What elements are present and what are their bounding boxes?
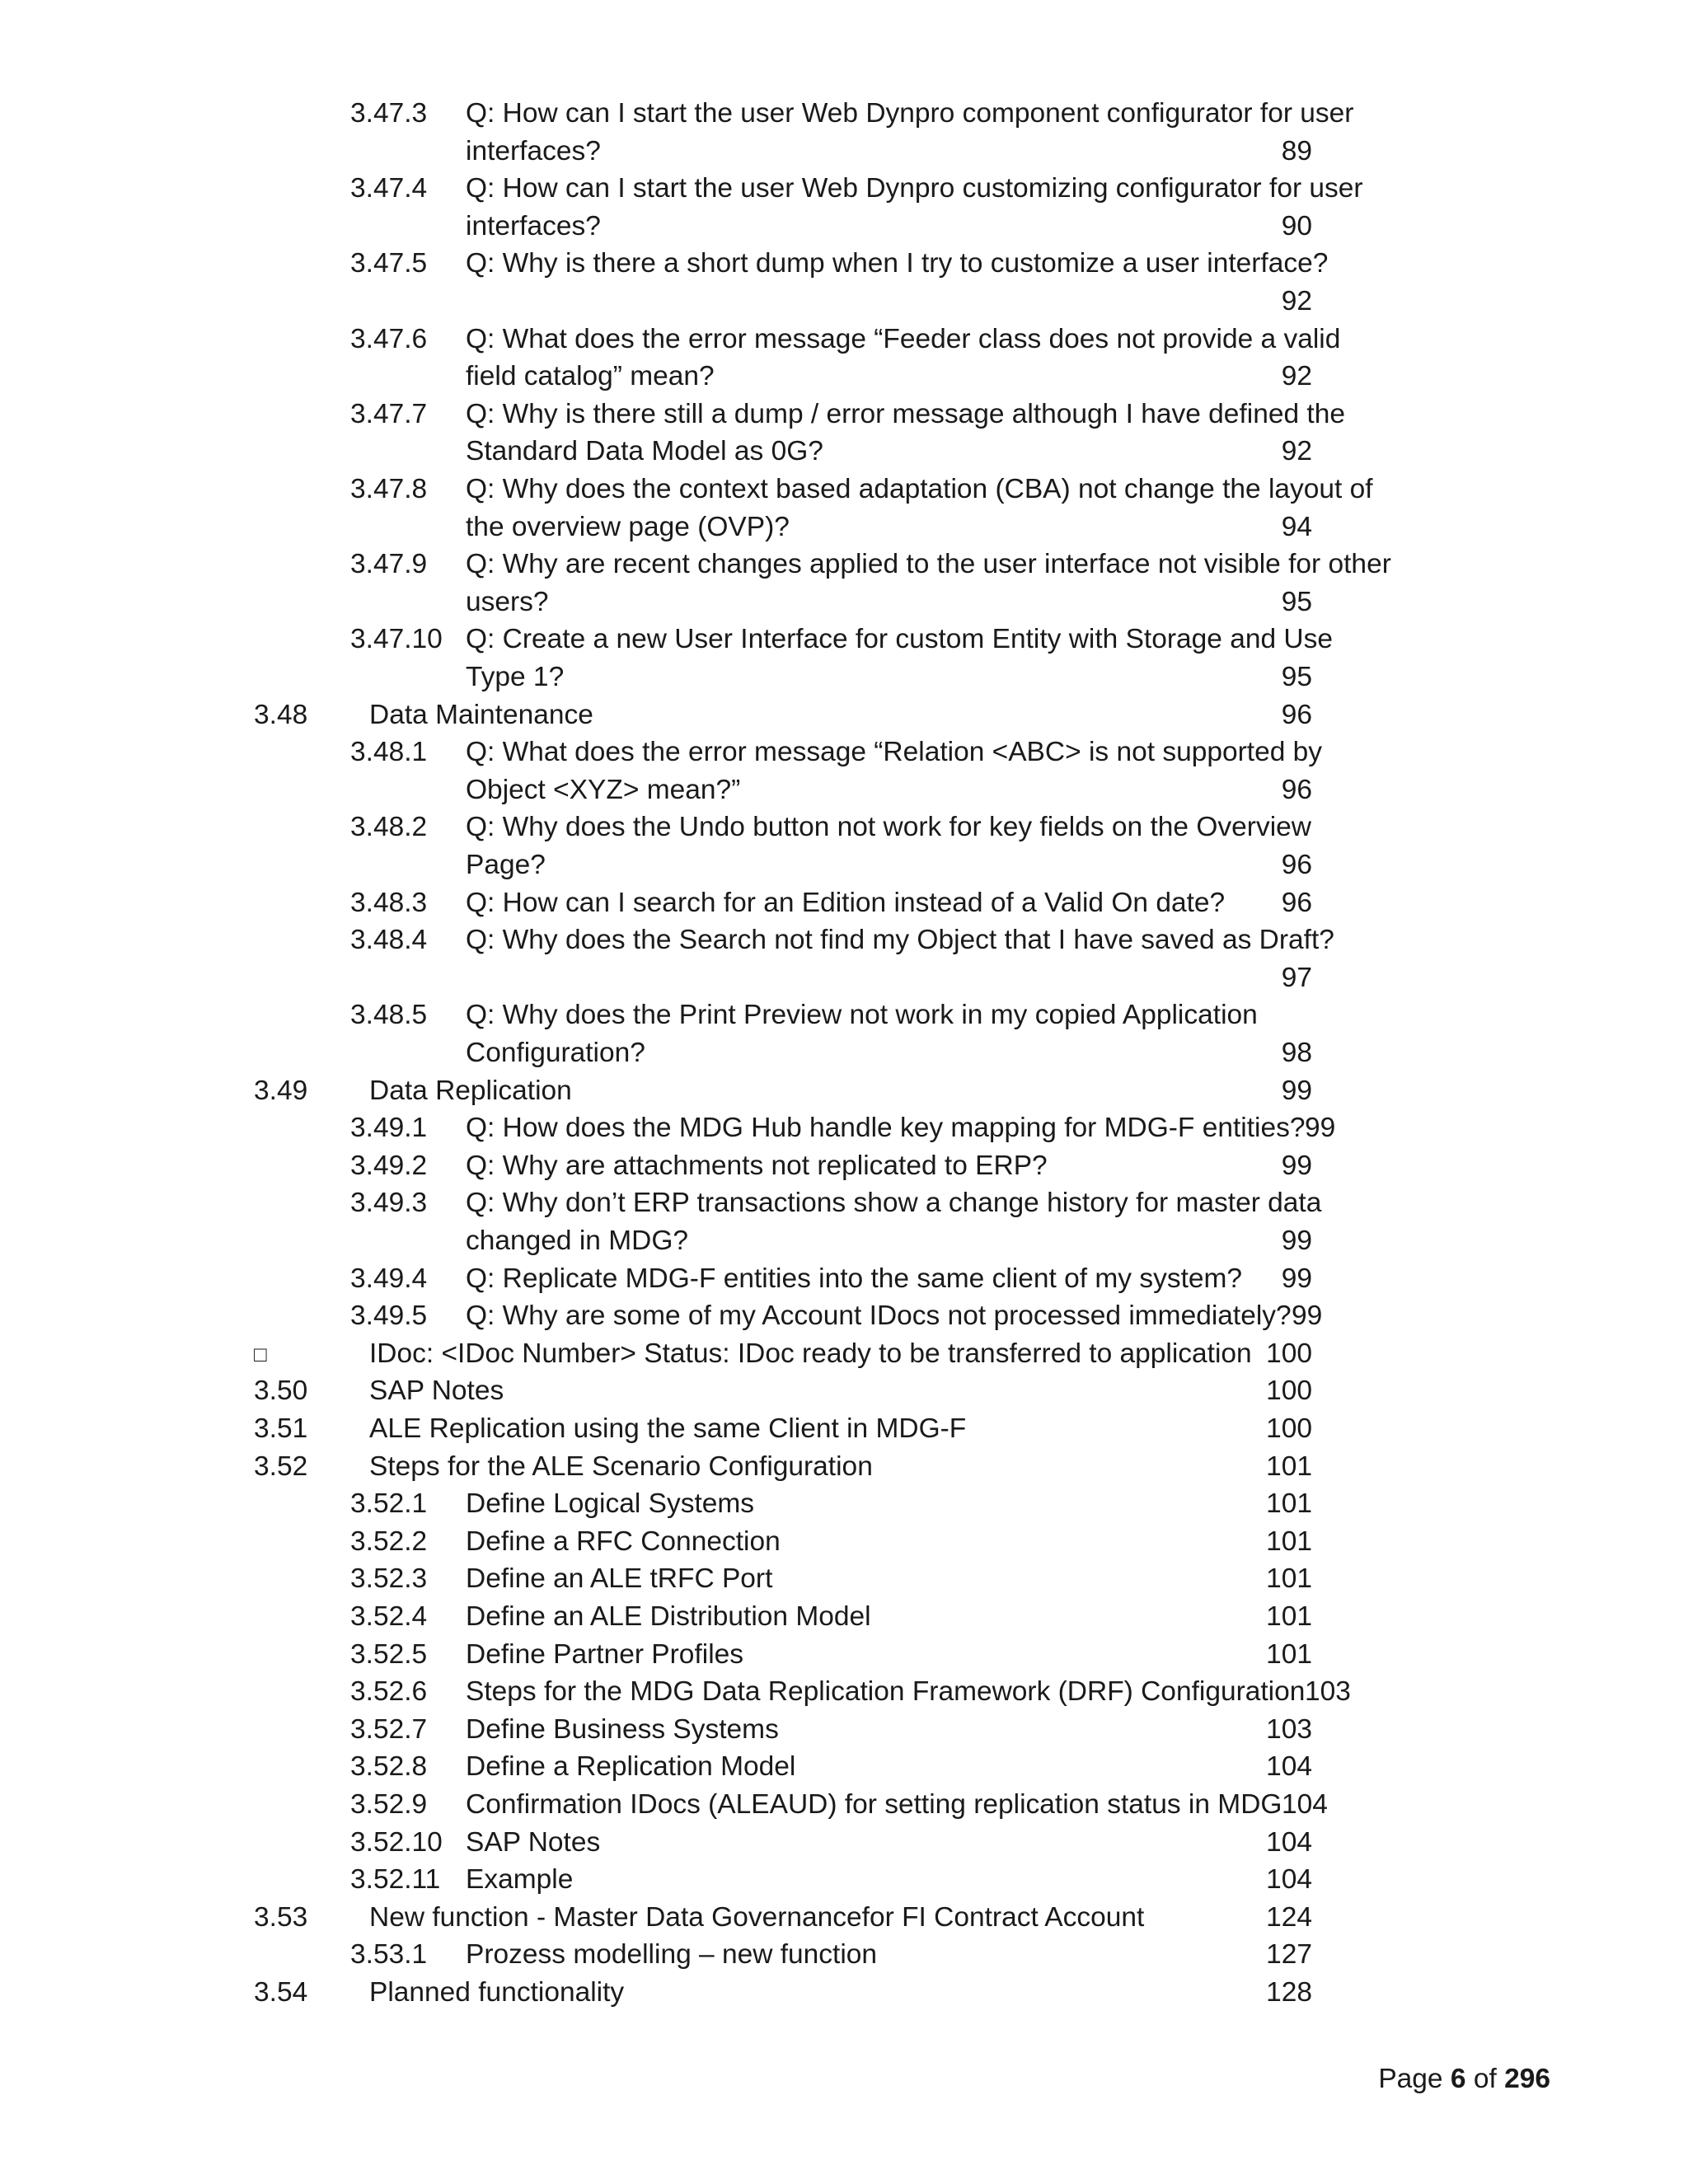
toc-entry-number: 3.47.10 <box>350 624 443 655</box>
toc-entry-title[interactable]: Type 1? <box>466 662 565 692</box>
toc-entry-number: 3.52.10 <box>350 1826 443 1858</box>
footer-of: of <box>1473 2064 1497 2094</box>
toc-entry-title[interactable]: Define an ALE Distribution Model <box>466 1601 871 1632</box>
toc-entry-number: 3.52.8 <box>350 1751 428 1783</box>
toc-entry-number: 3.48.4 <box>350 925 428 956</box>
toc-entry-title[interactable]: Planned functionality <box>369 1977 625 2008</box>
toc-entry-page[interactable]: 96 <box>1281 774 1312 805</box>
toc-entry-page[interactable]: 99 <box>1281 1263 1312 1294</box>
toc-entry-page[interactable]: 101 <box>1266 1601 1312 1632</box>
toc-entry-number: 3.50 <box>254 1376 308 1407</box>
toc-entry-title[interactable]: Data Replication <box>369 1075 572 1106</box>
toc-entry-title[interactable]: Q: Why does the Print Preview not work in my copied Application <box>466 1000 1258 1031</box>
toc-entry-number: 3.49.4 <box>350 1263 428 1294</box>
toc-entry-number: 3.47.9 <box>350 549 428 580</box>
toc-entry-page[interactable]: 124 <box>1266 1901 1312 1933</box>
toc-entry-page[interactable]: 92 <box>1281 361 1312 392</box>
toc-entry-title[interactable]: Define Partner Profiles <box>466 1638 744 1670</box>
toc-entry-page[interactable]: 101 <box>1266 1488 1312 1520</box>
toc-entry-title[interactable]: Data Maintenance <box>369 699 593 730</box>
toc-entry-page[interactable]: 90 <box>1281 210 1312 241</box>
toc-entry-title[interactable]: Confirmation IDocs (ALEAUD) for setting replication status in MDG <box>466 1789 1282 1820</box>
toc-entry-number: 3.52.3 <box>350 1563 428 1595</box>
toc-entry-page[interactable]: 99 <box>1281 1150 1312 1181</box>
toc-entry-page[interactable]: 104 <box>1282 1789 1328 1820</box>
toc-entry-title[interactable]: Configuration? <box>466 1038 645 1068</box>
toc-entry-title[interactable]: Define Logical Systems <box>466 1488 755 1520</box>
toc-entry-title[interactable]: changed in MDG? <box>466 1226 689 1256</box>
footer-total-pages: 296 <box>1504 2064 1550 2094</box>
toc-entry-number: 3.52.9 <box>350 1789 428 1820</box>
toc-entry-page[interactable]: 104 <box>1266 1826 1312 1858</box>
toc-entry-page[interactable]: 101 <box>1266 1526 1312 1557</box>
toc-entry-title[interactable]: Q: How can I start the user Web Dynpro component configurator for user <box>466 98 1354 129</box>
toc-entry-page[interactable]: 99 <box>1292 1301 1323 1332</box>
toc-entry-title[interactable]: field catalog” mean? <box>466 361 715 392</box>
toc-entry-number: 3.47.4 <box>350 173 428 204</box>
toc-entry-page[interactable]: 97 <box>1281 962 1312 993</box>
toc-entry-page[interactable]: 101 <box>1266 1451 1312 1482</box>
toc-entry-number: 3.49.3 <box>350 1188 428 1219</box>
toc-entry-number: 3.51 <box>254 1413 308 1444</box>
toc-entry-title[interactable]: ALE Replication using the same Client in MDG-F <box>369 1413 967 1444</box>
toc-entry-page[interactable]: 96 <box>1281 850 1312 880</box>
toc-entry-title[interactable]: Q: Why is there a short dump when I try to customize a user interface? <box>466 248 1329 279</box>
toc-entry-title[interactable]: Q: Create a new User Interface for custom Entity with Storage and Use <box>466 624 1333 655</box>
toc-entry-number: 3.48.5 <box>350 1000 428 1031</box>
toc-entry-title[interactable]: Steps for the MDG Data Replication Framework (DRF) Configuration <box>466 1676 1306 1708</box>
toc-entry-page[interactable]: 100 <box>1266 1413 1312 1444</box>
toc-entry-title[interactable]: interfaces? <box>466 135 601 166</box>
toc-entry-title[interactable]: Q: Why is there still a dump / error message although I have defined the <box>466 398 1345 429</box>
toc-entry-title[interactable]: New function - Master Data Governancefor FI Contract Account <box>369 1901 1145 1933</box>
toc-entry-page[interactable]: 95 <box>1281 586 1312 617</box>
toc-entry-page[interactable]: 98 <box>1281 1038 1312 1068</box>
toc-entry-title[interactable]: Q: Replicate MDG-F entities into the same client of my system? <box>466 1263 1243 1294</box>
toc-entry-page[interactable]: 100 <box>1266 1376 1312 1407</box>
toc-entry-title[interactable]: Q: How can I search for an Edition instead of a Valid On date? <box>466 887 1226 918</box>
toc-entry-title[interactable]: Q: Why don’t ERP transactions show a change history for master data <box>466 1188 1322 1219</box>
toc-entry-page[interactable]: 95 <box>1281 662 1312 692</box>
toc-entry-title[interactable]: IDoc: <IDoc Number> Status: IDoc ready to be transferred to application <box>369 1338 1252 1369</box>
toc-entry-title[interactable]: SAP Notes <box>369 1376 504 1407</box>
toc-entry-page[interactable]: 101 <box>1266 1563 1312 1595</box>
toc-entry-number: 3.53.1 <box>350 1939 428 1971</box>
toc-entry-page[interactable]: 96 <box>1281 887 1312 918</box>
toc-entry-number: 3.52.5 <box>350 1638 428 1670</box>
toc-entry-number: 3.53 <box>254 1901 308 1933</box>
toc-entry-number: 3.52.2 <box>350 1526 428 1557</box>
toc-entry-title[interactable]: Q: What does the error message “Relation <ABC> is not supported by <box>466 737 1323 768</box>
toc-entry-title[interactable]: Page? <box>466 850 546 880</box>
toc-entry-title[interactable]: users? <box>466 586 549 617</box>
toc-entry-number: 3.54 <box>254 1977 308 2008</box>
toc-entry-title[interactable]: SAP Notes <box>466 1826 601 1858</box>
toc-entry-title[interactable]: Define a Replication Model <box>466 1751 796 1783</box>
toc-entry-number: 3.49.1 <box>350 1113 428 1144</box>
toc-entry-number: 3.52 <box>254 1451 308 1482</box>
toc-entry-number: 3.49.2 <box>350 1150 428 1181</box>
toc-entry-title[interactable]: Q: How does the MDG Hub handle key mapping for MDG-F entities? <box>466 1113 1306 1144</box>
toc-entry-title[interactable]: Object <XYZ> mean?” <box>466 774 741 805</box>
toc-entry-title[interactable]: Q: Why are some of my Account IDocs not processed immediately? <box>466 1301 1292 1332</box>
toc-entry-title[interactable]: Define an ALE tRFC Port <box>466 1563 773 1595</box>
toc-entry-page[interactable]: 89 <box>1281 135 1312 166</box>
toc-entry-title[interactable]: Standard Data Model as 0G? <box>466 436 823 467</box>
toc-entry-title[interactable]: Q: How can I start the user Web Dynpro customizing configurator for user <box>466 173 1363 204</box>
toc-entry-title[interactable]: interfaces? <box>466 210 601 241</box>
toc-entry-title[interactable]: Example <box>466 1864 574 1896</box>
toc-entry-number: 3.52.7 <box>350 1713 428 1745</box>
footer-label: Page <box>1378 2064 1443 2094</box>
toc-entry-title[interactable]: Q: Why does the context based adaptation (CBA) not change the layout of <box>466 474 1373 504</box>
toc-entry-number: 3.48.3 <box>350 887 428 918</box>
toc-entry-number: 3.47.6 <box>350 323 428 354</box>
toc-entry-page[interactable]: 100 <box>1266 1338 1312 1369</box>
toc-entry-title[interactable]: Q: Why does the Search not find my Object that I have saved as Draft? <box>466 925 1334 956</box>
toc-entry-number: 3.52.6 <box>350 1676 428 1708</box>
toc-entry-number: 3.47.8 <box>350 474 428 504</box>
toc-entry-page[interactable]: 96 <box>1281 699 1312 730</box>
toc-entry-page[interactable]: 128 <box>1266 1977 1312 2008</box>
toc-entry-page[interactable]: 92 <box>1281 286 1312 316</box>
toc-entry-title[interactable]: Q: Why are attachments not replicated to ERP? <box>466 1150 1048 1181</box>
toc-entry-page[interactable]: 99 <box>1281 1226 1312 1256</box>
toc-entry-title[interactable]: the overview page (OVP)? <box>466 511 790 542</box>
toc-entry-number: 3.47.7 <box>350 398 428 429</box>
toc-entry-page[interactable]: 104 <box>1266 1864 1312 1896</box>
toc-entry-page[interactable]: 99 <box>1305 1113 1336 1144</box>
toc-entry-number: 3.52.11 <box>350 1864 441 1896</box>
toc-entry-page[interactable]: 92 <box>1281 436 1312 467</box>
toc-entry-number: 3.49.5 <box>350 1301 428 1332</box>
toc-entry-number: 3.48.1 <box>350 737 428 768</box>
toc-entry-number: 3.52.4 <box>350 1601 428 1632</box>
toc-entry-title[interactable]: Q: Why does the Undo button not work for key fields on the Overview <box>466 812 1311 843</box>
toc-entry-page[interactable]: 127 <box>1266 1939 1312 1971</box>
toc-entry-number: 3.48 <box>254 699 308 730</box>
page-footer <box>1378 2060 1550 2098</box>
toc-entry-number: 3.52.1 <box>350 1488 428 1520</box>
toc-entry-number: 3.48.2 <box>350 812 428 843</box>
toc-entry-title[interactable]: Q: Why are recent changes applied to the user interface not visible for other <box>466 549 1391 580</box>
toc-entry-number: 3.49 <box>254 1075 308 1106</box>
toc-entry-page[interactable]: 103 <box>1266 1713 1312 1745</box>
toc-entry-title[interactable]: Q: What does the error message “Feeder class does not provide a valid <box>466 323 1341 354</box>
toc-entry-page[interactable]: 101 <box>1266 1638 1312 1670</box>
toc-entry-title[interactable]: Define Business Systems <box>466 1713 779 1745</box>
toc-entry-title[interactable]: Steps for the ALE Scenario Configuration <box>369 1451 873 1482</box>
toc-entry-number: 3.47.3 <box>350 98 428 129</box>
toc-entry-page[interactable]: 103 <box>1305 1676 1351 1708</box>
toc-bullet-icon: □ <box>254 1341 267 1366</box>
toc-entry-page[interactable]: 99 <box>1281 1075 1312 1106</box>
toc-entry-title[interactable]: Prozess modelling – new function <box>466 1939 878 1971</box>
toc-entry-page[interactable]: 94 <box>1281 511 1312 542</box>
toc-entry-title[interactable]: Define a RFC Connection <box>466 1526 781 1557</box>
toc-entry-page[interactable]: 104 <box>1266 1751 1312 1783</box>
footer-current-page: 6 <box>1450 2064 1466 2094</box>
toc-entry-number: 3.47.5 <box>350 248 428 279</box>
